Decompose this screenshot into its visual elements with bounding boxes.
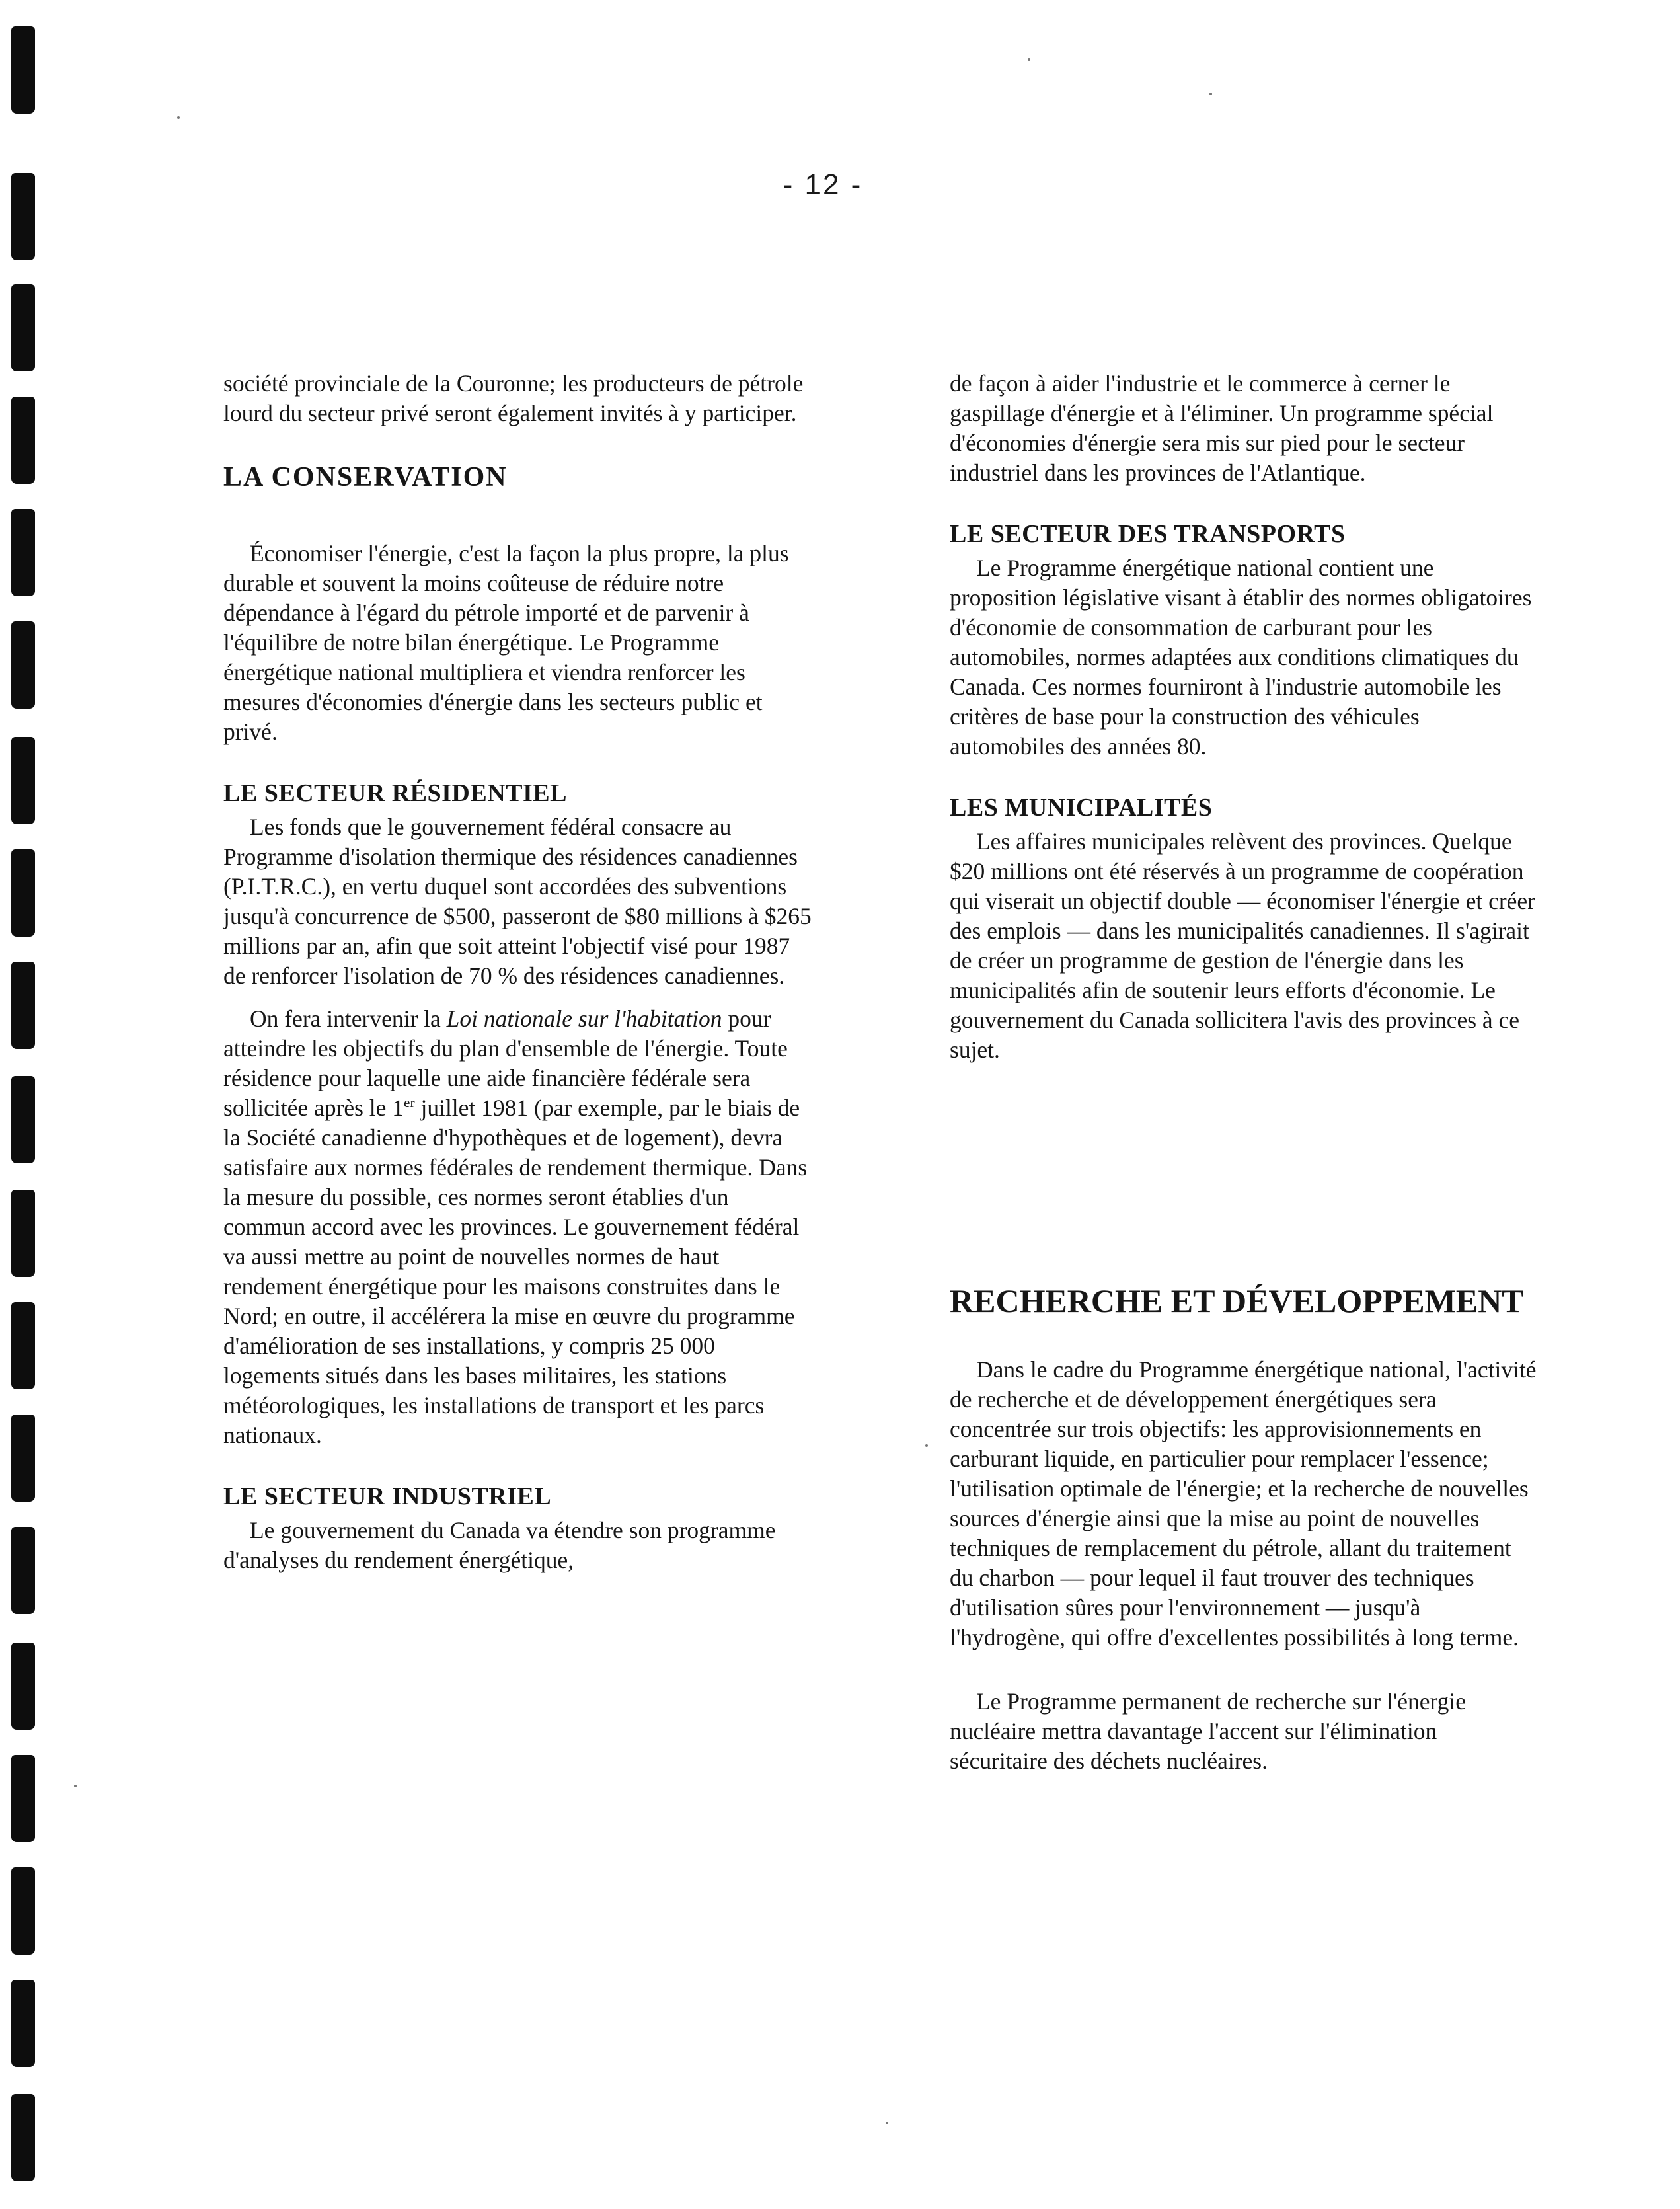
paragraph-industriel: Le gouvernement du Canada va étendre son programme d'analyses du rendement énergétique, (223, 1517, 776, 1573)
binder-hole (11, 26, 35, 114)
heading-municipalites: LES MUNICIPALITÉS (950, 794, 1213, 822)
heading-secteur-transports: LE SECTEUR DES TRANSPORTS (950, 520, 1346, 548)
text-span: On fera intervenir la (250, 1005, 447, 1032)
paragraph-residentiel-1: Les fonds que le gouvernement fédéral consacre au Programme d'isolation thermique des résidences canadiennes (P.I.T.R.C.), en vertu duquel sont accordées des subventions jusqu'à concurrence de $500, passeront de $80 millions à $265 millions par an, afin que soit atteint l'objectif visé pour 1987 de renforcer l'isolation de 70 % des résidences canadiennes. (223, 814, 812, 989)
binder-hole (11, 1755, 35, 1842)
page-number: - 12 - (783, 169, 863, 201)
heading-recherche-developpement: RECHERCHE ET DÉVELOPPEMENT (950, 1282, 1524, 1319)
binder-hole (11, 737, 35, 824)
binder-hole (11, 2094, 35, 2181)
paragraph-transports: Le Programme énergétique national contient une proposition législative visant à établir des normes obligatoires d'économie de consommation de carburant pour les automobiles, normes adaptées aux conditions climatiques du Canada. Ces normes fourniront à l'industrie automobile les critères de base pour la construction des véhicules automobiles des années 80. (950, 555, 1532, 759)
scan-speck (74, 1785, 77, 1787)
heading-secteur-residentiel: LE SECTEUR RÉSIDENTIEL (223, 779, 567, 807)
binder-hole (11, 1643, 35, 1730)
paragraph-conservation: Économiser l'énergie, c'est la façon la plus propre, la plus durable et souvent la moins coûteuse de réduire notre dépendance à l'égard du pétrole importé et de parvenir à l'équilibre de notre bilan énergétique. Le Programme énergétique national multipliera et viendra renforcer les mesures d'économies d'énergie dans les secteurs public et privé. (223, 540, 789, 745)
law-title: Loi nationale sur l'habitation (446, 1005, 722, 1032)
binder-hole (11, 1867, 35, 1955)
heading-secteur-industriel: LE SECTEUR INDUSTRIEL (223, 1483, 552, 1510)
binder-hole (11, 1980, 35, 2067)
scan-speck (886, 2122, 888, 2124)
superscript-er: er (404, 1095, 415, 1111)
scan-speck (1209, 93, 1212, 95)
binder-hole (11, 1415, 35, 1502)
binder-hole (11, 849, 35, 937)
scan-speck (925, 1444, 928, 1447)
right-column (950, 369, 1538, 1065)
binder-hole (11, 284, 35, 371)
binder-hole (11, 397, 35, 484)
scan-speck (1028, 58, 1030, 61)
binder-hole (11, 1190, 35, 1277)
paragraph-residentiel-2 (223, 1004, 812, 1450)
binder-hole (11, 509, 35, 596)
text-span: juillet 1981 (par exemple, par le biais de la Société canadienne d'hypothèques et de logement), devra satisfaire aux normes fédérales de rendement thermique. Dans la mesure du possible, ces normes seront établies d'un commun accord avec les provinces. Le gouvernement fédéral va aussi mettre au point de nouvelles normes de haut rendement énergétique pour les maisons construites dans le Nord; en outre, il accélérera la mise en œuvre du programme d'amélioration de ses installations, y compris 25 000 logements situés dans les bases militaires, les stations météorologiques, les installations de transport et les parcs nationaux. (223, 1095, 808, 1448)
paragraph-recherche-1: Dans le cadre du Programme énergétique national, l'activité de recherche et de développement énergétiques sera concentrée sur trois objectifs: les approvisionnements en carburant liquide, en particulier pour remplacer l'essence; l'utilisation optimale de l'énergie; et la recherche de nouvelles sources d'énergie ainsi que la mise au point de nouvelles techniques de remplacement du pétrole, allant du traitement du charbon — pour lequel il faut trouver des techniques d'utilisation sûres pour l'environnement — jusqu'à l'hydrogène, qui offre d'excellentes possibilités à long terme. (950, 1356, 1537, 1650)
paragraph-intro-continued: société provinciale de la Couronne; les producteurs de pétrole lourd du secteur privé seront également invités à y participer. (223, 370, 804, 426)
right-column-research (950, 1281, 1538, 1776)
binder-hole (11, 1527, 35, 1614)
binder-hole (11, 962, 35, 1049)
binder-hole (11, 621, 35, 709)
paragraph-recherche-2: Le Programme permanent de recherche sur l'énergie nucléaire mettra davantage l'accent sur l'élimination sécuritaire des déchets nucléaires. (950, 1688, 1467, 1774)
heading-conservation: LA CONSERVATION (223, 462, 508, 492)
text-span: pour atteindre les objectifs du plan d'ensemble de l'énergie. Toute résidence pour laquelle une aide financière fédérale sera sollicitée après le 1 (223, 1005, 788, 1121)
paragraph-industriel-continued: de façon à aider l'industrie et le commerce à cerner le gaspillage d'énergie et à l'éliminer. Un programme spécial d'économies d'énergie sera mis sur pied pour le secteur industriel dans les provinces de l'Atlantique. (950, 370, 1494, 486)
binder-hole (11, 1302, 35, 1389)
scan-speck (177, 116, 180, 119)
binder-hole (11, 173, 35, 260)
left-column (223, 369, 812, 1575)
paragraph-municipalites: Les affaires municipales relèvent des provinces. Quelque $20 millions ont été réservés à un programme de coopération qui viserait un objectif double — économiser l'énergie et créer des emplois — dans les municipalités canadiennes. Il s'agirait de créer un programme de gestion de l'énergie dans les municipalités afin de soutenir leurs efforts d'économie. Le gouvernement du Canada sollicitera l'avis des provinces à ce sujet. (950, 828, 1536, 1063)
binder-hole (11, 1076, 35, 1163)
